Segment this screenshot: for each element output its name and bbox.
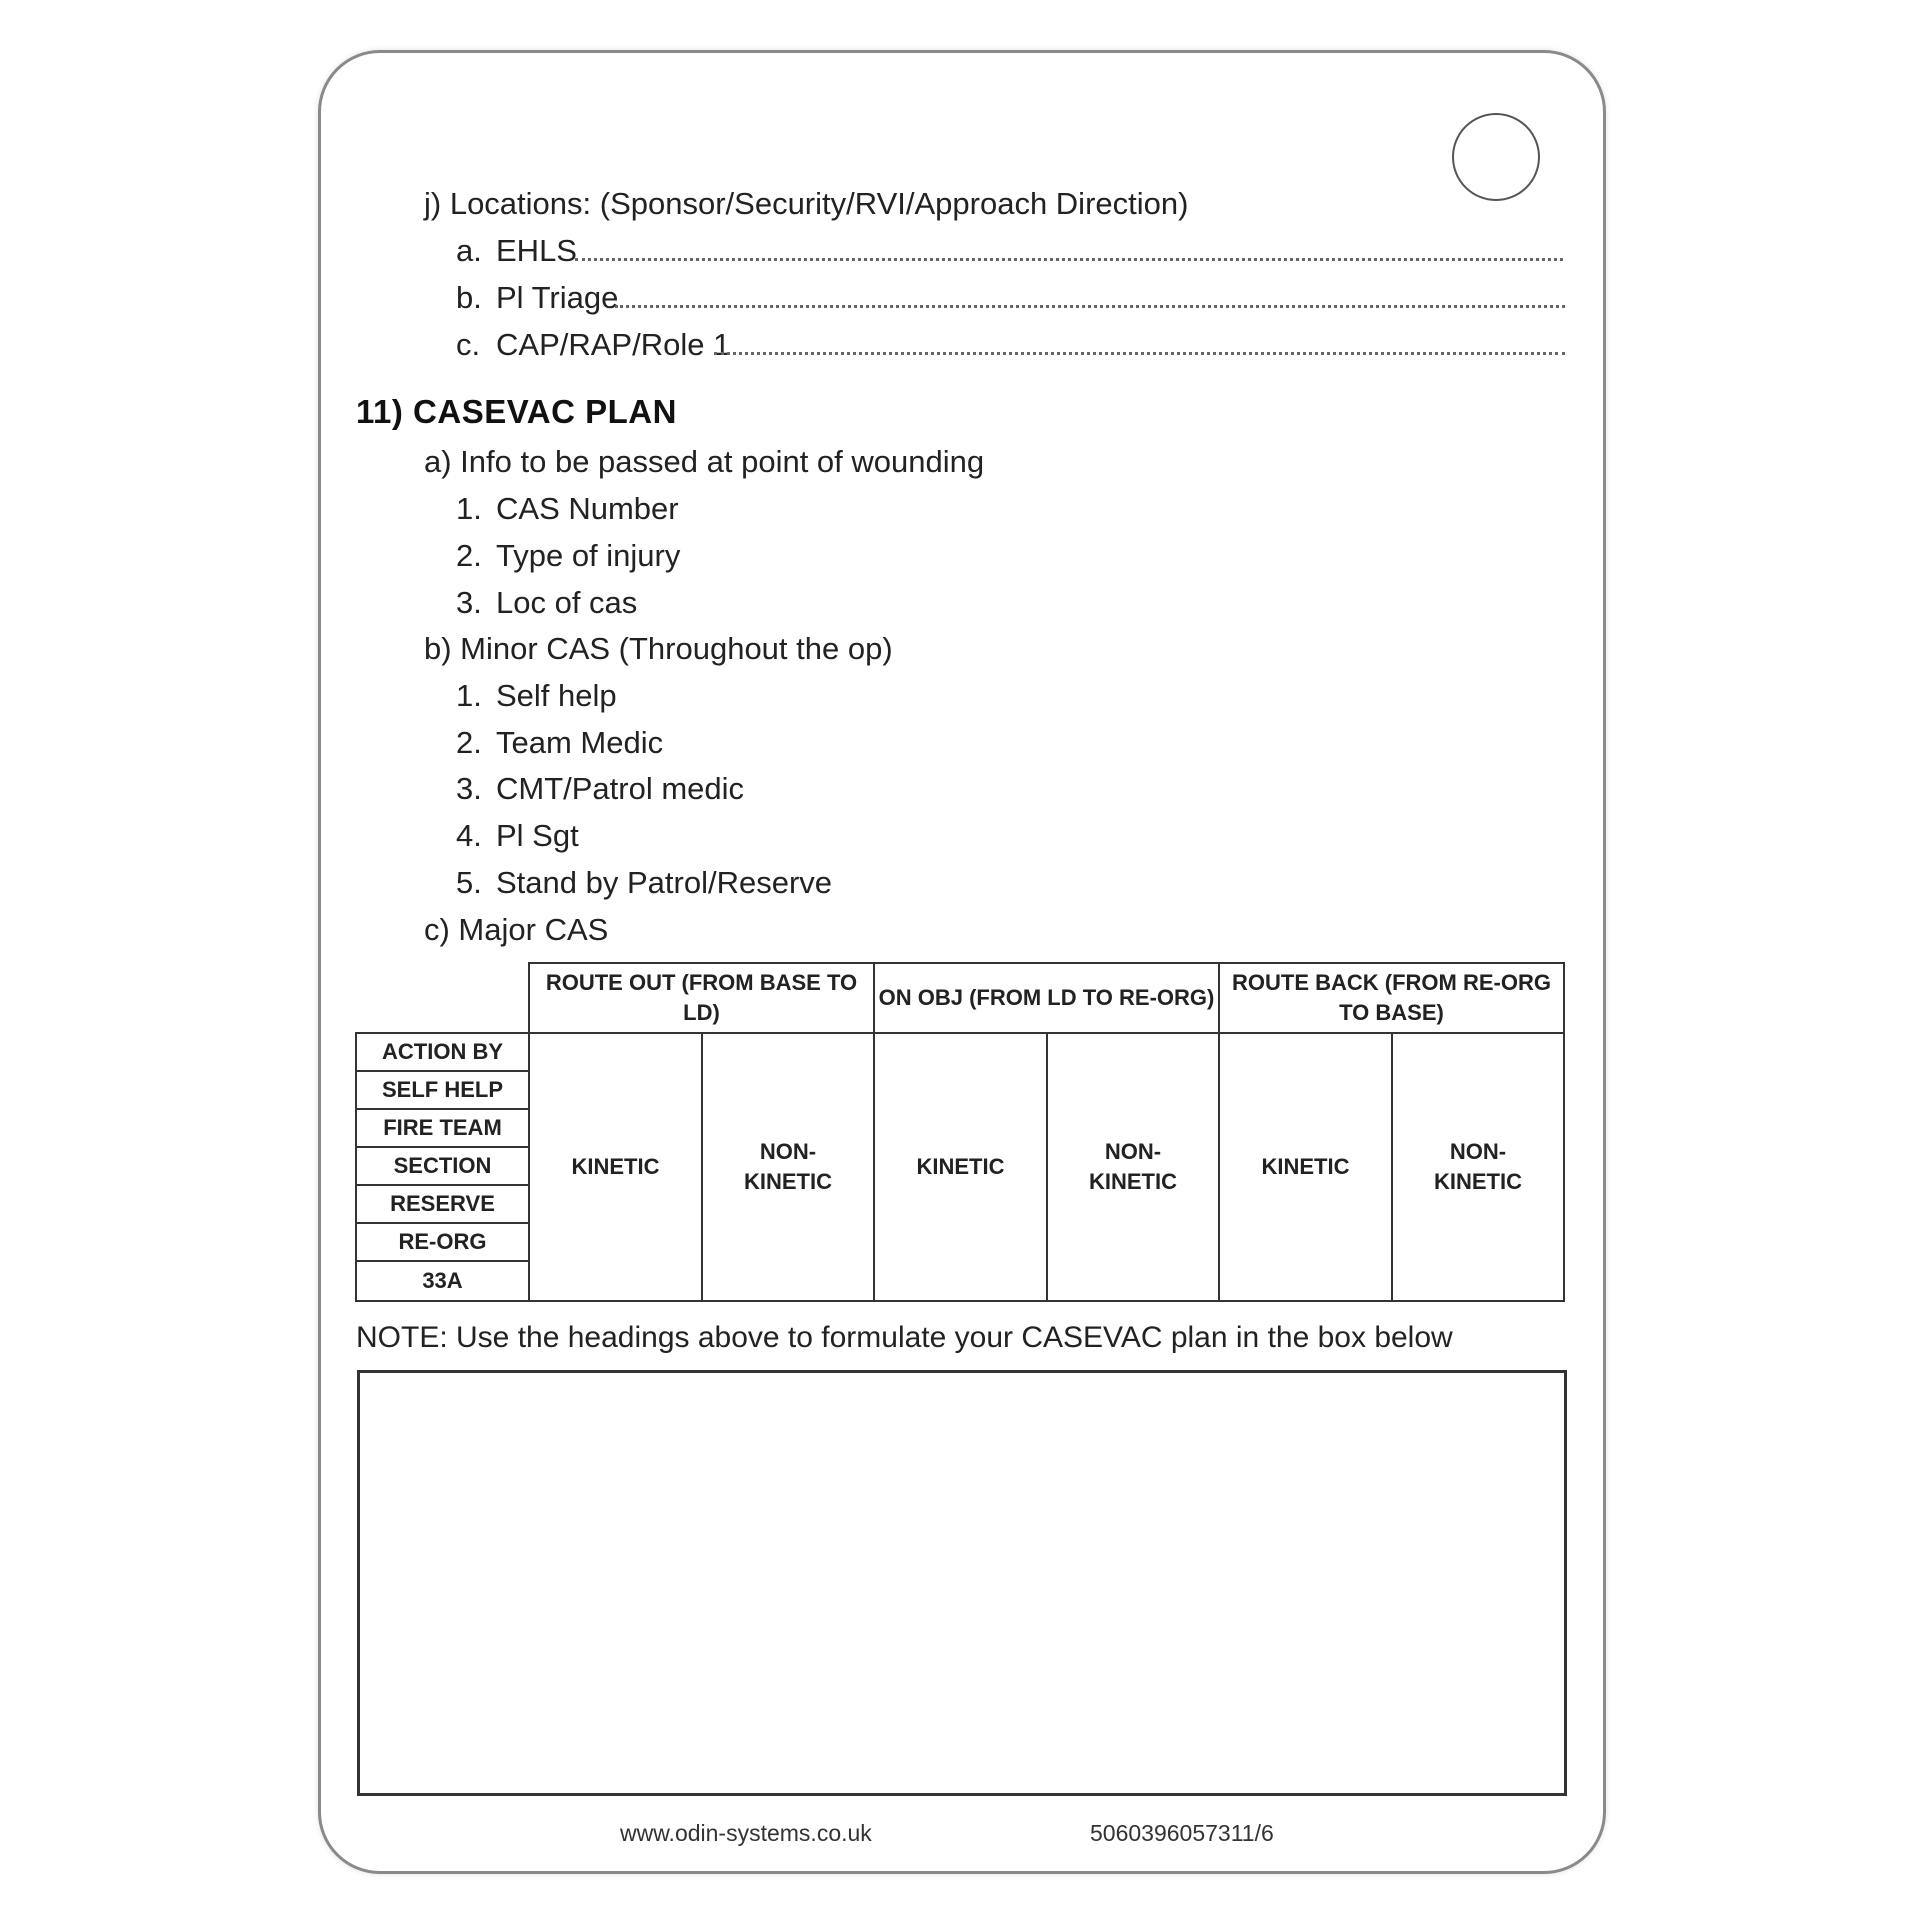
subcolumn-non-kinetic[interactable]: NON-KINETIC [1391, 1032, 1565, 1302]
locations-title: j) Locations: (Sponsor/Security/RVI/Approach Direction) [424, 186, 1189, 221]
section-b-label: b) Minor CAS (Throughout the op) [424, 631, 893, 666]
list-marker: 2. [456, 538, 482, 573]
phase-header-route-back: ROUTE BACK (FROM RE-ORG TO BASE) [1218, 962, 1565, 1034]
subcolumn-kinetic[interactable]: KINETIC [873, 1032, 1048, 1302]
row-label-fire-team: FIRE TEAM [355, 1108, 530, 1148]
list-marker: 1. [456, 491, 482, 526]
location-marker: a. [456, 233, 482, 268]
pl-triage-entry-line[interactable] [615, 305, 1565, 308]
list-marker: 5. [456, 865, 482, 900]
list-label: CMT/Patrol medic [496, 771, 745, 806]
location-item-ehls [456, 231, 577, 271]
section-c-label: c) Major CAS [424, 912, 609, 947]
subcolumn-non-kinetic[interactable]: NON-KINETIC [1046, 1032, 1220, 1302]
list-label: Self help [496, 678, 617, 713]
row-label-re-org: RE-ORG [355, 1222, 530, 1262]
cap-rap-entry-line[interactable] [714, 352, 1565, 355]
location-item-pl-triage [456, 278, 618, 318]
row-label-33a: 33A [355, 1260, 530, 1302]
location-label: CAP/RAP/Role 1 [496, 327, 731, 362]
list-item [456, 536, 680, 576]
location-label: Pl Triage [496, 280, 619, 315]
location-marker: b. [456, 280, 482, 315]
list-item [456, 816, 579, 856]
location-marker: c. [456, 327, 481, 362]
section-a-label: a) Info to be passed at point of wounding [424, 444, 985, 479]
ehls-entry-line[interactable] [575, 258, 1563, 261]
list-label: Type of injury [496, 538, 681, 573]
note-text: NOTE: Use the headings above to formulate your CASEVAC plan in the box below [356, 1321, 1453, 1354]
list-item [456, 583, 637, 623]
phase-header-route-out: ROUTE OUT (FROM BASE TO LD) [528, 962, 875, 1034]
list-marker: 3. [456, 585, 482, 620]
location-item-cap-rap [456, 325, 730, 365]
casevac-heading: 11) CASEVAC PLAN [356, 393, 677, 430]
list-item [456, 676, 617, 716]
list-label: Stand by Patrol/Reserve [496, 865, 833, 900]
list-marker: 4. [456, 818, 482, 853]
subcolumn-non-kinetic[interactable]: NON-KINETIC [701, 1032, 875, 1302]
punch-hole [1452, 113, 1540, 201]
list-item [456, 863, 832, 903]
list-marker: 1. [456, 678, 482, 713]
list-marker: 2. [456, 725, 482, 760]
row-label-section: SECTION [355, 1146, 530, 1186]
casevac-plan-box[interactable] [357, 1370, 1567, 1796]
location-label: EHLS [496, 233, 577, 268]
list-marker: 3. [456, 771, 482, 806]
row-label-self-help: SELF HELP [355, 1070, 530, 1110]
list-item [456, 723, 663, 763]
list-label: Team Medic [496, 725, 664, 760]
list-item [456, 489, 679, 529]
subcolumn-kinetic[interactable]: KINETIC [1218, 1032, 1393, 1302]
row-label-reserve: RESERVE [355, 1184, 530, 1224]
row-label-action-by: ACTION BY [355, 1032, 530, 1072]
list-label: CAS Number [496, 491, 679, 526]
list-label: Pl Sgt [496, 818, 579, 853]
footer-product-code: 5060396057311/6 [1090, 1820, 1274, 1846]
footer-website: www.odin-systems.co.uk [620, 1820, 872, 1846]
list-item [456, 769, 744, 809]
list-label: Loc of cas [496, 585, 638, 620]
subcolumn-kinetic[interactable]: KINETIC [528, 1032, 703, 1302]
phase-header-on-obj: ON OBJ (FROM LD TO RE-ORG) [873, 962, 1220, 1034]
